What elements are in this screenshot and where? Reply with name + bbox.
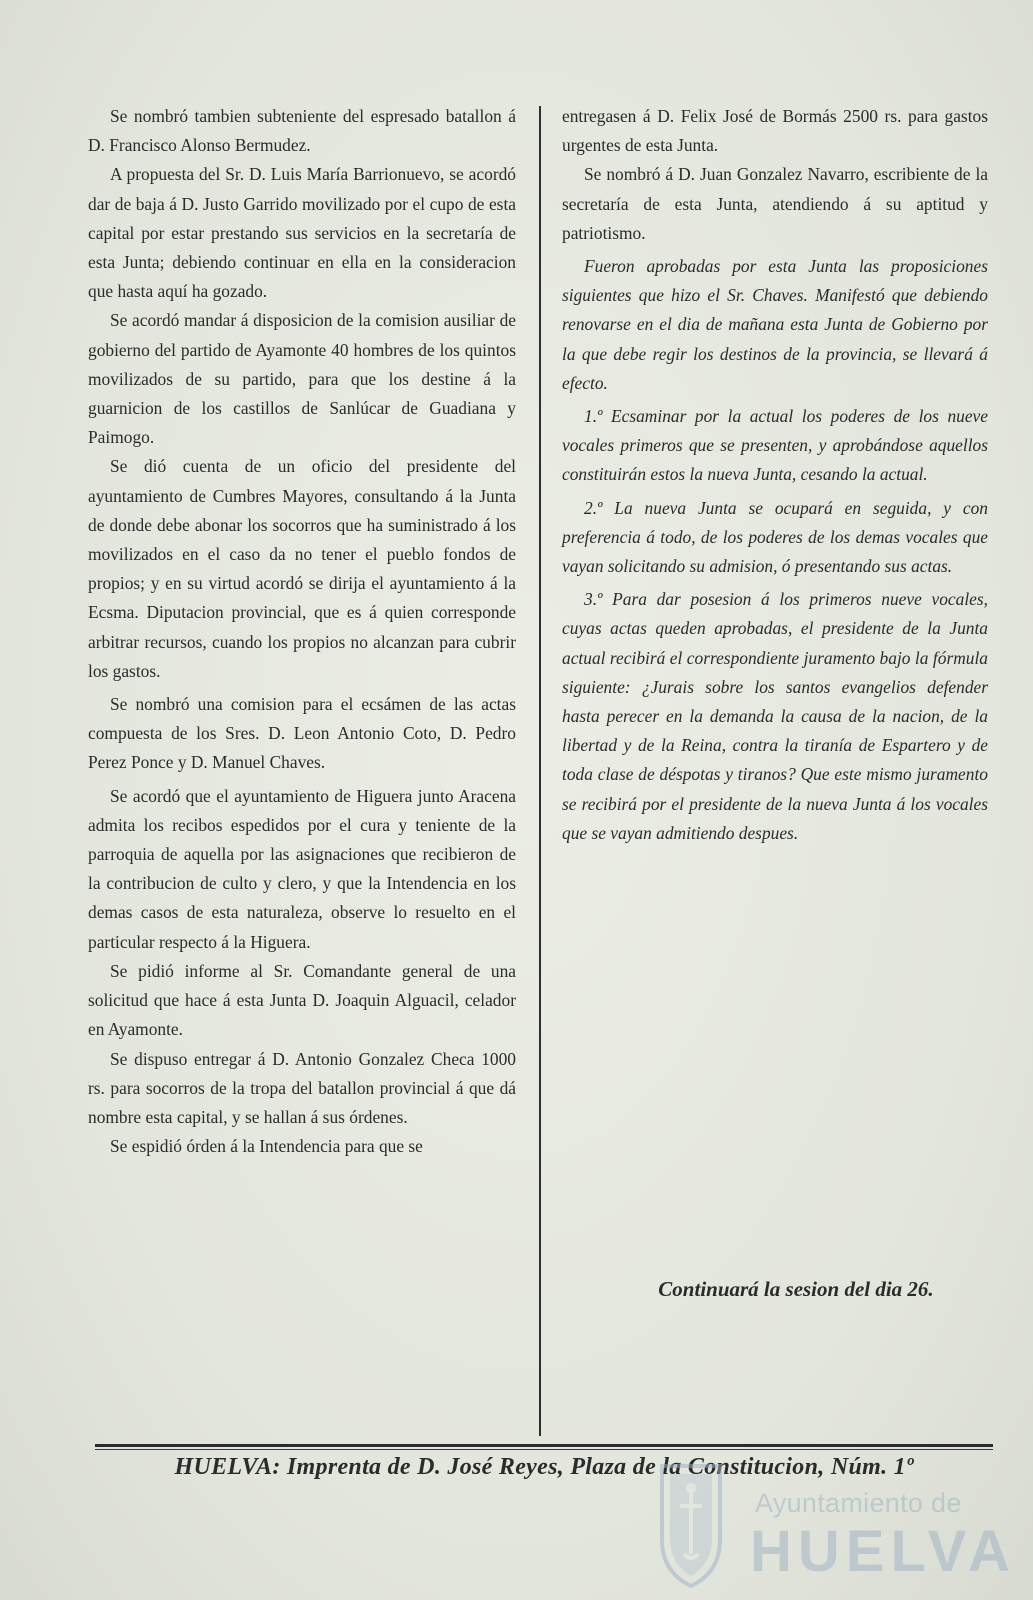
numbered-proposition: 1.º Ecsaminar por la actual los poderes de los nueve vocales primeros que se presenten, y aprobándose aquellos constituirán estos la nueva Junta, cesando la actual. <box>562 406 988 485</box>
paragraph: Fueron aprobadas por esta Junta las proposiciones siguientes que hizo el Sr. Chaves. Manifestó que debiendo renovarse en el dia de mañana esta Junta de Gobierno por la que debe regir los destinos de la provincia, se llevará á efecto. <box>562 256 988 393</box>
paragraph: Se nombró una comision para el ecsámen de las actas compuesta de los Sres. D. Leon Antonio Coto, D. Pedro Perez Ponce y D. Manuel Chaves. <box>88 694 516 773</box>
city-shield-icon <box>656 1462 726 1590</box>
paragraph: Se pidió informe al Sr. Comandante general de una solicitud que hace á esta Junta D. Joaquin Alguacil, celador en Ayamonte. <box>88 960 516 1040</box>
printer-imprint: HUELVA: Imprenta de D. José Reyes, Plaza de la Constitucion, Núm. 1º <box>174 1454 914 1480</box>
paragraph: Se acordó que el ayuntamiento de Higuera junto Aracena admita los recibos espedidos por el cura y teniente de la parroquia de aquella por las asignaciones que recibieron de la contribucion de culto y clero, y que la Intendencia en los demas casos de esta naturaleza, observe lo resuelto en el particular respecto á la Higuera. <box>88 785 516 952</box>
paragraph: Se nombró á D. Juan Gonzalez Navarro, escribiente de la secretaría de esta Junta, atendiendo á su aptitud y patriotismo. <box>562 164 988 243</box>
paragraph: Se espidió órden á la Intendencia para que se <box>110 1136 423 1157</box>
numbered-proposition: 3.º Para dar posesion á los primeros nueve vocales, cuyas actas queden aprobadas, el presidente de la Junta actual recibirá el correspondiente juramento bajo la fórmula siguiente: ¿Jurais sobre los santos evangelios defender hasta perecer en la demanda la causa de la nacion, de la libertad y de la Reina, contra la tiranía de Espartero y de toda clase de déspotas y tiranos? Que este mismo juramento se recibirá por el presidente de la nueva Junta á los vocales que se vayan admitiendo despues. <box>562 589 988 843</box>
paragraph: Se nombró tambien subteniente del espresado batallon á D. Francisco Alonso Bermudez. <box>88 106 516 156</box>
paragraph: Se dispuso entregar á D. Antonio Gonzalez Checa 1000 rs. para socorros de la tropa del batallon provincial á que dá nombre esta capital, y se hallan á sus órdenes. <box>88 1048 516 1127</box>
paragraph: entregasen á D. Felix José de Bormás 2500 rs. para gastos urgentes de esta Junta. <box>562 106 988 156</box>
paragraph: Se dió cuenta de un oficio del presidente del ayuntamiento de Cumbres Mayores, consultando á la Junta de donde debe abonar los socorros que ha suministrado á los movilizados en el caso da no tener el pueblo fondos de propios; y en su virtud acordó se dirija el ayuntamiento á la Ecsma. Diputacion provincial, que es á quien corresponde arbitrar recursos, cuando los propios no alcanzan para cubrir los gastos. <box>88 456 516 681</box>
archive-watermark <box>652 1456 1033 1600</box>
paragraph: A propuesta del Sr. D. Luis María Barrionuevo, se acordó dar de baja á D. Justo Garrido movilizado por el cupo de esta capital por estar prestando sus servicios en la secretaría de esta Junta; debiendo continuar en ella en la consideracion que hasta aquí ha gozado. <box>88 164 516 302</box>
column-divider <box>539 106 541 1436</box>
left-column <box>88 102 516 1161</box>
watermark-line-2: HUELVA <box>750 1519 1016 1584</box>
continuation-note: Continuará la sesion del dia 26. <box>658 1277 934 1301</box>
watermark-line-1: Ayuntamiento de <box>755 1488 962 1518</box>
footer-rule-thin <box>95 1449 993 1450</box>
right-column <box>562 102 988 848</box>
footer-rule <box>95 1444 993 1447</box>
paragraph: Se acordó mandar á disposicion de la comision ausiliar de gobierno del partido de Ayamonte 40 hombres de los quintos movilizados de su partido, para que los destine á la guarnicion de los castillos de Sanlúcar de Guadiana y Paimogo. <box>88 310 516 448</box>
numbered-proposition: 2.º La nueva Junta se ocupará en seguida, y con preferencia á todo, de los poderes de los demas vocales que vayan solicitando su admision, ó presentando sus actas. <box>562 497 988 577</box>
